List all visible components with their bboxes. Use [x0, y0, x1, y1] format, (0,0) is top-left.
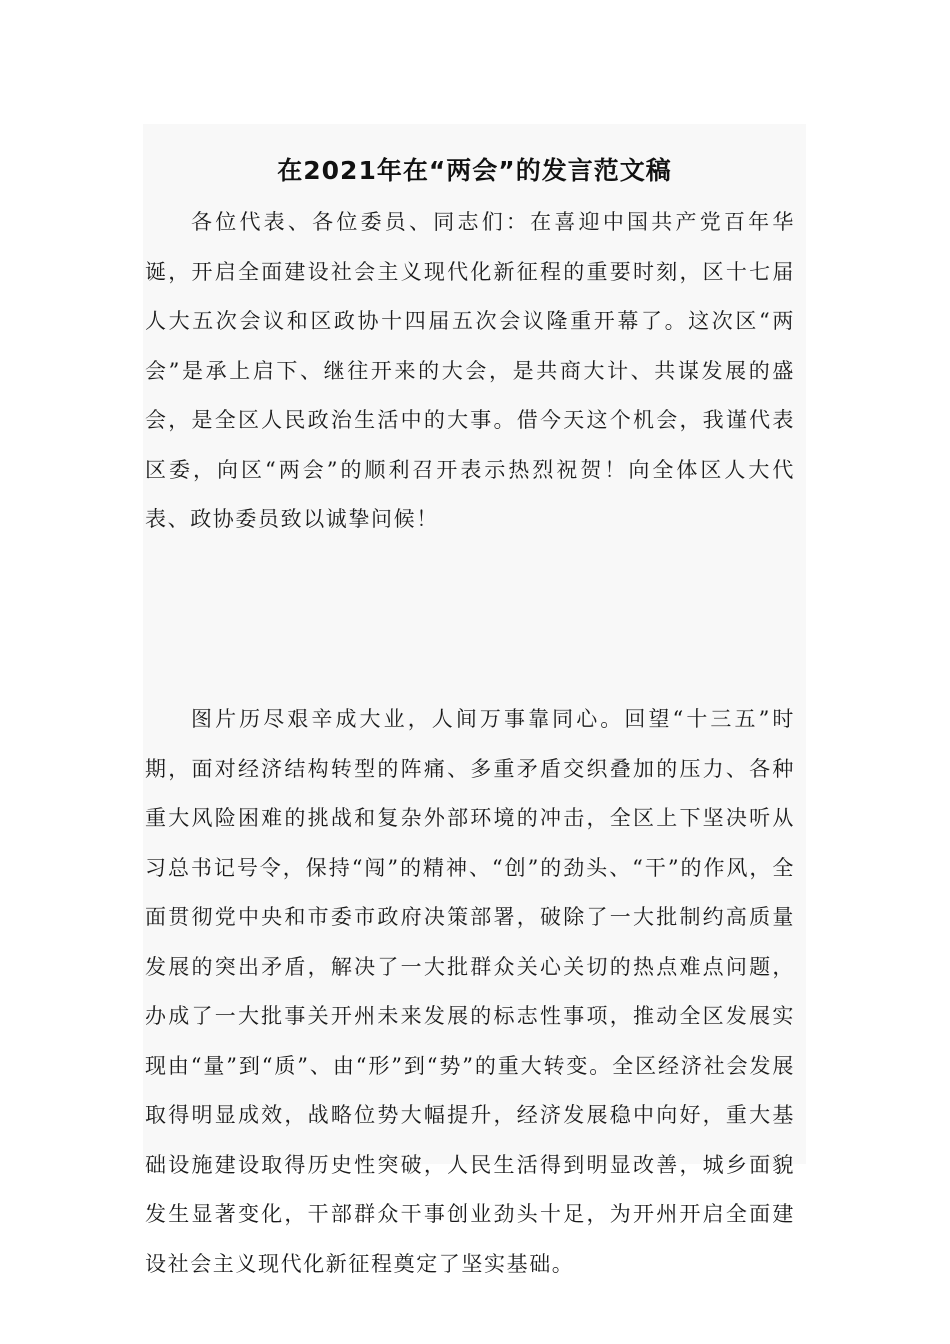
document-body [143, 124, 806, 1276]
page-title: 在2021年在“两会”的发言范文稿 [277, 155, 672, 185]
paragraph-greeting: 各位代表、各位委员、同志们：在喜迎中国共产党百年华诞，开启全面建设社会主义现代化新征程的重要时刻，区十七届人大五次会议和区政协十四届五次会议隆重开幕了。这次区“两会”是承上启下、继往开来的大会，是共商大计、共谋发展的盛会，是全区人民政治生活中的大事。借今天这个机会，我谨代表区委，向区“两会”的顺利召开表示热烈祝贺！向全体区人大代表、政协委员致以诚挚问候！ [145, 210, 795, 531]
paragraph-review: 图片历尽艰辛成大业，人间万事靠同心。回望“十三五”时期，面对经济结构转型的阵痛、多重矛盾交织叠加的压力、各种重大风险困难的挑战和复杂外部环境的冲击，全区上下坚决听从习总书记号令，保持“闯”的精神、“创”的劲头、“干”的作风，全面贯彻党中央和市委市政府决策部署，破除了一大批制约高质量发展的突出矛盾，解决了一大批群众关心关切的热点难点问题，办成了一大批事关开州未来发展的标志性事项，推动全区发展实现由“量”到“质”、由“形”到“势”的重大转变。全区经济社会发展取得明显成效，战略位势大幅提升，经济发展稳中向好，重大基础设施建设取得历史性突破，人民生活得到明显改善，城乡面貌发生显著变化，干部群众干事创业劲头十足，为开州开启全面建设社会主义现代化新征程奠定了坚实基础。 [145, 707, 795, 1276]
